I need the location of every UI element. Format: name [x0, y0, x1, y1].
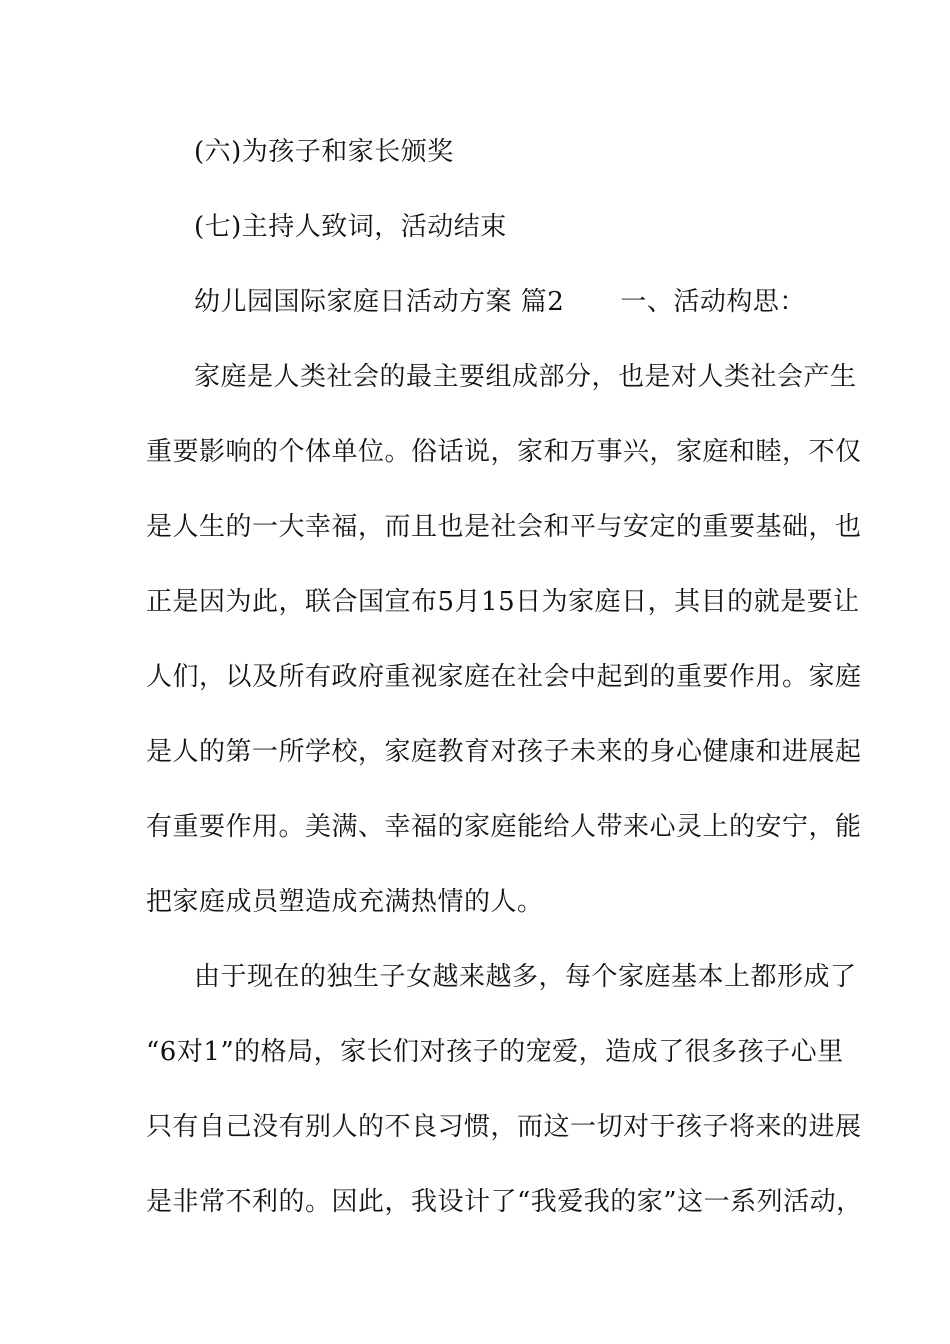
paragraph-line — [146, 805, 862, 880]
text-line: 把家庭成员塑造成充满热情的人。 — [146, 887, 544, 917]
text-line: 有重要作用。美满、幸福的家庭能给人带来心灵上的安宁，能 — [146, 812, 862, 842]
paragraph-line — [146, 1180, 863, 1255]
text-line: “6对1”的格局，家长们对孩子的宠爱，造成了很多孩子心里 — [146, 1037, 844, 1067]
paragraph-line — [146, 355, 857, 430]
document-body — [146, 130, 863, 1255]
text-line: 重要影响的个体单位。俗话说，家和万事兴，家庭和睦，不仅 — [146, 437, 862, 467]
text-line: 正是因为此，联合国宣布5月15日为家庭日，其目的就是要让 — [146, 587, 860, 617]
subsection-title: 一、活动构思： — [620, 287, 806, 317]
paragraph-line — [146, 1030, 844, 1105]
section-heading — [146, 280, 806, 355]
text-line: 家庭是人类社会的最主要组成部分，也是对人类社会产生 — [194, 362, 857, 392]
text-line: (六)为孩子和家长颁奖 — [194, 137, 454, 167]
text-line: 是非常不利的。因此，我设计了“我爱我的家”这一系列活动， — [146, 1187, 863, 1217]
text-line: 是人的第一所学校，家庭教育对孩子未来的身心健康和进展起 — [146, 737, 862, 767]
list-item-closing — [146, 205, 806, 280]
paragraph-line — [146, 880, 806, 955]
paragraph-line — [146, 1105, 862, 1180]
plan-title: 幼儿园国际家庭日活动方案 篇2 — [194, 287, 565, 317]
paragraph-line — [146, 430, 862, 505]
text-line: 由于现在的独生子女越来越多，每个家庭基本上都形成了 — [194, 962, 857, 992]
text-line: (七)主持人致词，活动结束 — [194, 212, 507, 242]
text-line: 只有自己没有别人的不良习惯，而这一切对于孩子将来的进展 — [146, 1112, 862, 1142]
text-line: 是人生的一大幸福，而且也是社会和平与安定的重要基础，也 — [146, 512, 862, 542]
paragraph-line — [146, 955, 857, 1030]
paragraph-line — [146, 730, 862, 805]
text-line: 人们，以及所有政府重视家庭在社会中起到的重要作用。家庭 — [146, 662, 862, 692]
list-item-award — [146, 130, 806, 205]
paragraph-line — [146, 505, 862, 580]
paragraph-line — [146, 580, 860, 655]
paragraph-line — [146, 655, 862, 730]
